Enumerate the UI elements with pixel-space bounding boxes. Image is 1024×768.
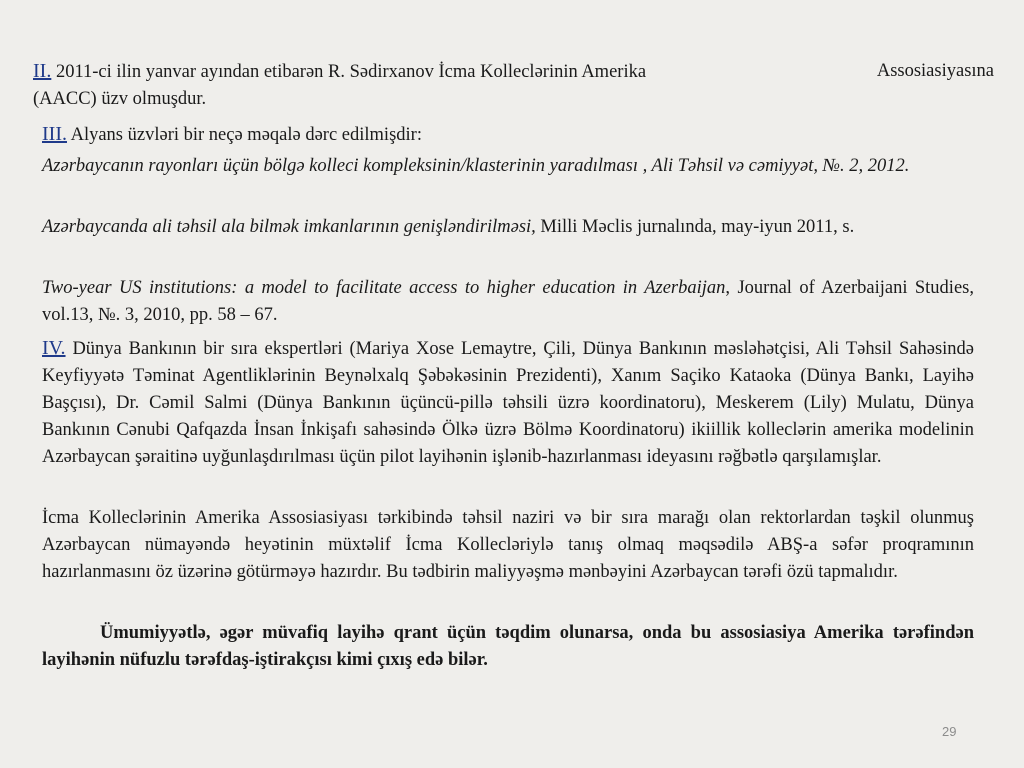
reference-3 <box>42 275 974 329</box>
section-2-second-line: (AACC) üzv olmuşdur. <box>33 89 207 109</box>
section-4-number: IV. <box>42 337 66 359</box>
section-2-first-line-left <box>33 58 646 86</box>
section-4-paragraph-1 <box>42 335 974 471</box>
page-number: 29 <box>942 724 957 739</box>
section-4-text-1: Dünya Bankının bir sıra ekspertləri (Mariya Xose Lemaytre, Çili, Dünya Bankının məsləhətçisi, Ali Təhsil Sahəsində Keyfiyyətə Təminat Agentliklərinin Beynəlxalq Şəbəkəsinin Prezidenti), Xanım Saçiko Kataoka (Dünya Bankı, Layihə Başçısı), Dr. Cəmil Salmi (Dünya Bankının üçüncü-pillə təhsili üzrə koordinatoru), Meskerem (Lily) Mulatu, Dünya Bankının Cənubi Qafqazda İnsan İnkişafı sahəsində Ölkə üzrə Bölmə Koordinatoru) ikiillik kolleclərin amerika modelinin Azərbaycan şəraitinə uyğunlaşdırılması üçün pilot layihənin işlənib-hazırlanması ideyasını rəğbətlə qarşılamışlar. <box>42 339 974 467</box>
reference-3-source: , Journal of Azerbaijani Studies, vol.13, №. 3, 2010, pp. 58 – 67. <box>42 278 974 325</box>
section-2-first-line <box>33 58 994 86</box>
reference-2 <box>42 214 974 241</box>
reference-3-title: Two-year US institutions: a model to facilitate access to higher education in Azerbaijan <box>42 278 726 298</box>
section-2-text-left: 2011-ci ilin yanvar ayından etibarən R. Sədirxanov İcma Kolleclərinin Amerika <box>55 62 647 82</box>
reference-2-title: Azərbaycanda ali təhsil ala bilmək imkanlarının genişləndirilməsi, <box>42 217 536 237</box>
reference-1-title: Azərbaycanın rayonları üçün bölgə kolleci kompleksinin/klasterinin yaradılması , Ali Təhsil və cəmiyyət, №. 2, 2012. <box>42 156 910 176</box>
section-3-number: III. <box>42 123 67 145</box>
section-2-text-right: Assosiasiyasına <box>876 61 994 81</box>
reference-2-source: Milli Məclis jurnalında, may-iyun 2011, s. <box>535 217 855 237</box>
reference-1 <box>42 153 974 180</box>
section-3-intro <box>42 121 974 149</box>
section-2-paragraph <box>33 58 994 113</box>
section-2-number: II. <box>33 60 52 82</box>
section-3-intro-text: Alyans üzvləri bir neçə məqalə dərc edilmişdir: <box>70 125 422 145</box>
section-4-conclusion: Ümumiyyətlə, əgər müvafiq layihə qrant üçün təqdim olunarsa, onda bu assosiasiya Amerika tərəfindən layihənin nüfuzlu tərəfdaş-iştirakçısı kimi çıxış edə bilər. <box>42 623 974 670</box>
section-4-paragraph-2: İcma Kolleclərinin Amerika Assosiasiyası tərkibində təhsil naziri və bir sıra marağı olan rektorlardan təşkil olunmuş Azərbaycan nümayəndə heyətinin müxtəlif İcma Kollecləriylə tanış olmaq məqsədilə ABŞ-a səfər proqramının hazırlanmasını öz üzərinə götürməyə hazırdır. Bu tədbirin maliyyəşmə mənbəyini Azərbaycan tərəfi özü tapmalıdır. <box>42 508 974 582</box>
